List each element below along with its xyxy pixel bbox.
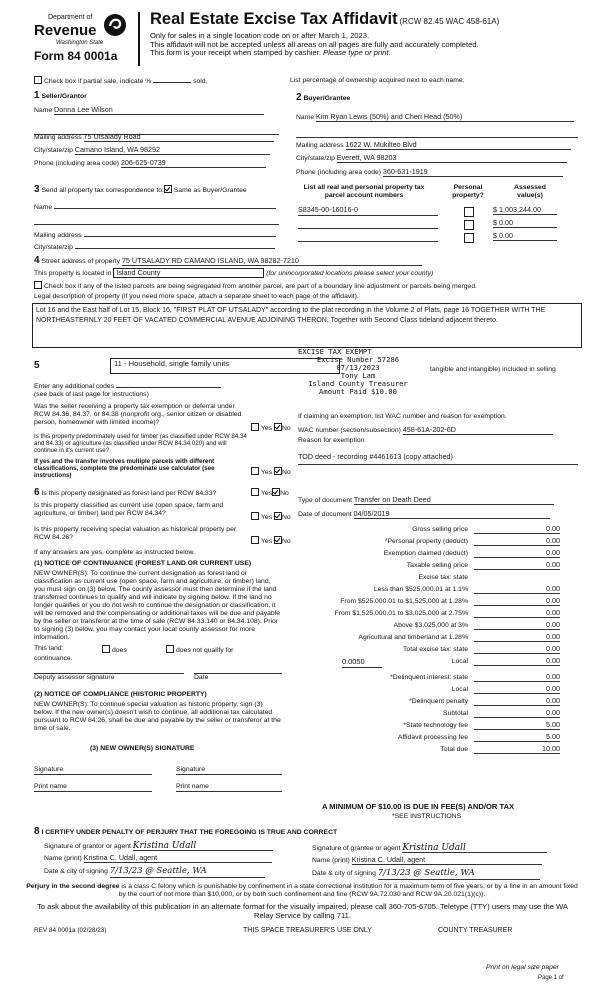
buyer-phone-row [296,168,563,177]
county-select[interactable]: Island County [113,268,264,278]
reason-line [298,463,578,465]
doc-date-row [298,510,550,519]
buyer-name-row [296,113,574,122]
header-line3: This form is your receipt when stamped by cashier. [150,48,321,58]
personal-col-header: Personal property? [452,184,484,199]
seller-mail-row [34,133,274,142]
tax-row [298,632,560,644]
q-exemption-answer [251,423,291,433]
tax-row [298,656,560,672]
seller-city-row [34,146,270,155]
continuance-word: continuance. [34,655,73,662]
tax-row-value[interactable]: 0.00 [474,709,560,718]
form-title: Real Estate Excise Tax Affidavit [150,10,398,28]
tax-row-label: Agricultural and timberland at 1.28% [358,634,468,641]
form-title-block [150,10,590,58]
tangible-note: tangible and intangible) included in selling [430,366,556,373]
seller-phone-row [34,159,266,168]
local-rate[interactable]: 0.0050 [342,658,382,668]
q-exemption-no-checkbox[interactable] [274,423,282,431]
buyer-city-field[interactable]: Everett, WA 98203 [337,154,567,163]
sec3-text: Send all property tax correspondence to: [41,187,164,194]
q-forest-answer [251,488,289,498]
wac-field[interactable]: 458-61A-202-6D [403,426,553,435]
q-forest-no-checkbox[interactable] [272,488,280,496]
legal-paper-note: Print on legal size paper [486,964,559,971]
tax-row-label: Excise tax: state [418,574,468,581]
parcel-row [298,219,578,232]
doc-type-field[interactable]: Transfer on Death Deed [354,496,554,505]
buyer-mail-row [296,141,571,150]
continuance-heading: (1) NOTICE OF CONTINUANCE (FOREST LAND OR CURRENT USE) [34,560,252,567]
buyer-city-row [296,154,567,163]
dor-swirl-icon [102,12,128,38]
buyer-name-line2 [296,131,578,138]
tax-row-value[interactable]: 5.00 [474,721,560,730]
no-label: No [281,425,291,432]
tax-row [298,708,560,720]
q-exemption: Was the seller receiving a property tax exemption or deferral under RCW 84.36, 84.37, or 84.38 (nonprofit org., senior citizen or disabled person, homeowner with limited income)? [34,403,242,426]
stamp-line3: 07/13/2023 [336,362,380,372]
seller-city-field[interactable]: Camano Island, WA 98292 [75,146,270,155]
grantor-date-label: Date & city of signing [44,868,108,875]
tax-row-value[interactable]: 10.00 [474,745,560,754]
tax-row-value[interactable]: 0.00 [474,633,560,642]
legal-label: Legal description of property (if you need more space, attach a separate sheet to each page of the affidavit). [34,293,359,300]
tax-row-label: *Personal property (deduct) [384,538,468,545]
county-treasurer: COUNTY TREASURER [438,927,513,934]
sec8-heading [34,826,337,838]
tax-row-label: Total due [440,746,468,753]
tax-row [298,744,560,756]
sec3-mail-field[interactable] [84,229,276,237]
doc-date-label: Date of document [298,511,352,518]
buyer-mail-field[interactable]: 1622 W. Mukilteo Blvd [346,141,571,150]
tax-row-label: Less than $525,000.01 at 1.1% [373,586,468,593]
seller-name-label: Name [34,107,53,114]
grantee-date-row [312,869,540,880]
yes-label: Yes [261,514,273,521]
sec4-street-label: Street address of property [41,258,121,265]
q-exemption-yes-checkbox[interactable] [251,423,259,431]
signature-label: Signature [176,766,206,773]
perjury-bold: Perjury in the second degree [26,883,120,890]
same-as-buyer-checkbox[interactable] [164,185,172,193]
ownership-note: List percentage of ownership acquired next to each name. [290,77,465,84]
sec3-name-field[interactable] [54,201,276,209]
sec3-row [34,184,247,196]
sec3-city-label: City/state/zip [34,244,73,251]
tax-row-value[interactable]: 0.00 [474,697,560,706]
parcel-row [298,232,578,245]
tax-row [298,608,560,620]
compliance-text: NEW OWNER(S): To continue special valuation as historic property, sign (3) below. If the new owner(s) doesn't wish to continue, all additional tax calculated pursuant to RCW 84.26, shall be due and payable by the seller or transferor at the time of sale. [34,701,281,733]
seller-phone-label: Phone (including area code) [34,160,120,167]
tax-row-value[interactable]: 0.00 [474,537,560,546]
exempt-label: If claiming an exemption, list WAC number and reason for exemption. [298,413,507,420]
dept-line3: Washington State [56,40,104,46]
tax-row [298,560,560,572]
q-historic-answer [251,536,291,546]
enter-codes-row [34,380,221,391]
sec3-mail-row [34,229,276,240]
q-current-use: Is this property classified as current use (open space, farm and agriculture, or timber) land per RCW 84.34? [34,502,224,517]
q-forest-text: Is this property designated as forest land per RCW 84.33? [41,490,217,497]
q-current-use-answer [251,512,291,522]
buyer-name-field[interactable]: Kim Ryan Lewis (50%) and Cheri Head (50%) [316,113,574,122]
legal-description-field[interactable]: Lot 16 and the East half of Lot 15, Block 16, "FIRST PLAT OF UTSALADY" according to the plat recording in the Volume 2 of Plats, page 16 TOGETHER WITH THE NORTHEASTERNLY 20 FEET OF VACATED COMMERCIAL AVENUE ADJOINING THERON, Together with Second Class tideland adjacent thereto. [32,303,582,348]
stamp-line5: Island County Treasurer [308,378,408,388]
grantee-date-label: Date & city of signing [312,870,376,877]
parcel-number[interactable]: S8345-00-16016-0 [298,206,438,216]
seller-num: 1 [34,90,40,101]
sec8-certify: I CERTIFY UNDER PENALTY OF PERJURY THAT THE FOREGOING IS TRUE AND CORRECT [41,829,338,836]
tax-row [298,524,560,536]
sec3-city-field[interactable] [75,241,275,249]
header-divider [138,12,140,66]
sec3-name-label: Name [34,204,53,211]
sec8-num: 8 [34,826,40,837]
tax-row-label: From $1,525,000.01 to $3,025,000 at 2.75% [334,610,468,617]
tax-row-label: Above $3,025,000 at 3% [393,622,468,629]
q-timber-b: If yes and the transfer involves multiple parcels with different classifications, complete the predominate use calculator (see instructions) [34,458,215,480]
buyer-heading [296,92,350,104]
tax-row [298,672,560,684]
owner-signature-field[interactable] [34,766,152,775]
no-label: No [281,469,291,476]
does-not-option [166,645,233,655]
print-name-label: Print name [34,783,67,790]
header-line1: Only for sales in a single location code on or after March 1, 2023. [150,30,370,40]
dept-line2: Revenue [34,22,97,39]
grantee-sig-label: Signature of grantee or agent [312,845,401,852]
stamp-line1: EXCISE TAX EXEMPT [298,347,372,356]
assessed-col-header: Assessed value(s) [514,184,546,199]
q-timber-no-checkbox[interactable] [274,467,282,475]
enter-codes-label: Enter any additional codes [34,383,115,390]
no-label: No [280,490,289,497]
seller-name-row [34,106,279,115]
q-timber-yes-checkbox[interactable] [251,467,259,475]
segregate-row [34,281,584,291]
buyer-city-label: City/state/zip [296,155,335,162]
deputy-date-label: Date [194,674,209,681]
tax-row [298,620,560,632]
print-name-label: Print name [176,783,209,790]
grantor-date-row [44,867,265,878]
tax-row-label: Affidavit processing fee [397,734,468,741]
buyer-phone-label: Phone (including area code) [296,169,382,176]
land-use-code-select[interactable]: 11 - Household, single family units [110,358,340,374]
perjury-note [22,883,582,899]
does-not-checkbox[interactable] [166,645,174,653]
wac-label: WAC number (section/subsection) [298,427,401,434]
treasurer-use: THIS SPACE TREASURER'S USE ONLY [243,927,372,934]
partial-sale-row [34,76,207,86]
tax-row-value[interactable]: 0.00 [474,597,560,606]
tax-row-value[interactable]: 0.00 [474,645,560,654]
seller-heading-text: Seller/Grantor [41,93,87,100]
partial-sold-label: sold. [193,78,208,85]
yes-label: Yes [261,425,273,432]
tax-row-label: Subtotal [443,710,468,717]
sec3-name-line2 [34,218,279,225]
tax-table [298,524,560,756]
tax-row-value[interactable]: 0.00 [474,561,560,570]
segregate-checkbox[interactable] [34,281,42,289]
tax-row-value[interactable]: 0.00 [474,525,560,534]
owner-signature-field[interactable] [176,766,282,775]
tax-row-label: Exemption claimed (deduct) [383,550,468,557]
tax-row [298,732,560,744]
grantor-name-label: Name (print) [44,855,82,862]
seller-city-label: City/state/zip [34,147,73,154]
doc-type-label: Type of document [298,497,353,504]
tax-row-label: *State technology fee [403,722,468,729]
continuance-text: NEW OWNER(S): To continue the current designation as forest land or classification as current use (open space, farm and agriculture, or timber) land, you must sign on (3) below. The county assessor must then determine if the land transferred continues to qualify and will indicate by signing below. If the land no longer qualifies or you do not wish to continue the designation or classification, it will be removed and the compensating or additional taxes will be due and payable by the seller or transferor at the time of sale (RCW 84.33.140 or 84.34.108). Prior to signing (3) below, you may contact your local county assessor for more information. [34,570,280,642]
tax-row [298,548,560,560]
parcel-number[interactable] [298,219,438,229]
tax-row [298,572,560,584]
parcel-col-header: List all real and personal property tax parcel account numbers [303,184,425,199]
q-forest [34,487,254,499]
any-yes-note: If any answers are yes, complete as instructed below. [34,549,195,556]
owner-print-name-field[interactable] [34,783,152,792]
tax-row-value[interactable]: 5.00 [474,733,560,742]
tax-row [298,684,560,696]
no-label: No [281,538,291,545]
grantor-sig-row [44,841,273,851]
stamp-line4: Tony Lam [340,370,376,380]
q-timber: Is this property predominately used for timber (as classified under RCW 84.34 and 84.33) or agriculture (as classified under RCW 84.34.020) and will continue in it's current use? [34,433,247,455]
this-land-label: This land: [34,645,64,652]
tax-row-label: *Delinquent interest: state [390,674,468,681]
grantee-name-field[interactable]: Kristina C. Udall, agent [352,856,542,865]
compliance-heading: (2) NOTICE OF COMPLIANCE (HISTORIC PROPERTY) [34,691,207,698]
sec4-street-row [34,255,422,267]
segregate-label: Check box if any of the listed parcels are being segregated from another parcel, are part of a boundary line adjustment or parcels being merged. [44,283,477,290]
q-current-use-no-checkbox[interactable] [274,512,282,520]
seller-mail-field[interactable]: 75 Utsalady Road [84,133,274,142]
yes-label: Yes [261,469,273,476]
stamp-line6: Amount Paid $10.00 [319,386,397,396]
sec4-street-field[interactable]: 75 UTSALADY RD CAMANO ISLAND, WA 98282-7210 [122,257,422,266]
assessed-value[interactable]: $ 1,003,244.00 [493,206,557,215]
q-historic-yes-checkbox[interactable] [251,536,259,544]
deputy-signature-field[interactable] [34,673,184,682]
perjury-text: is a class C felony which is punishable by confinement in a state correctional institution for a maximum term of five years, or by a fine in an amount fixed by the court of not more than $10,000, or by both such confinement and fine (RCW 9A.72.030 and RCW 9A.20.021(1)(c)). [118,883,578,898]
deputy-date-field[interactable] [194,673,282,682]
does-checkbox[interactable] [102,645,110,653]
wac-row [298,426,553,435]
header-line3-b: Please type or print. [323,48,391,58]
buyer-mail-label: Mailing address [296,142,344,149]
yes-label: Yes [261,538,273,545]
sec3-num: 3 [34,184,40,195]
sec3-same-label: Same as Buyer/Grantee [173,187,247,194]
tax-row-label: Local [451,686,468,693]
assessed-value[interactable]: $ 0.00 [493,219,557,228]
does-option [102,645,127,655]
sec4-located-row [34,268,433,278]
grantor-name-field[interactable]: Kristina C. Udall, agent [84,854,272,863]
personal-property-checkbox[interactable] [464,207,474,217]
form-title-ref: (RCW 82.45 WAC 458-61A) [399,17,500,26]
new-owner-sig-heading: (3) NEW OWNER(S) SIGNATURE [90,745,195,752]
tax-row [298,644,560,656]
tax-row [298,536,560,548]
buyer-phone-field[interactable]: 360-631-1919 [383,168,563,177]
alt-format-note: To ask about the availability of this publication in an alternate format for the visually impaired, please call 360-705-6705. Teletype (TTY) users may use the WA Relay Service by calling 711. [37,902,568,920]
tax-row-value[interactable]: 0.00 [474,549,560,558]
tax-row-value[interactable]: 0.00 [474,657,560,666]
parcel-row [298,206,578,219]
tax-row-value[interactable]: 0.00 [474,685,560,694]
sec3-city-row [34,241,275,252]
tax-row-label: Local [451,658,468,665]
tax-row-label: Gross selling price [412,526,468,533]
sec4-num: 4 [34,255,40,266]
sec5-num: 5 [34,360,40,371]
additional-codes-field[interactable] [116,380,221,388]
q-forest-yes-checkbox[interactable] [251,488,259,496]
tax-row-label: Total excise tax: state [403,646,468,653]
grantee-sig-row [312,843,547,853]
grantor-name-row [44,854,272,863]
dept-line1: Department of [48,14,93,21]
parcel-number[interactable] [298,232,438,242]
county-note: (for unincorporated locations please select your county) [266,270,434,277]
signature-label: Signature [34,766,64,773]
tax-row [298,696,560,708]
personal-property-checkbox[interactable] [464,233,474,243]
grantor-signature[interactable]: Kristina Udall [133,841,273,851]
tax-row-label: From $525,000.01 to $1,525,000 at 1.28% [340,598,468,605]
see-back-note: (see back of last page for instructions) [34,391,149,398]
q-historic-no-checkbox[interactable] [274,536,282,544]
tax-row-value[interactable]: 0.00 [474,673,560,682]
tax-row [298,584,560,596]
seller-phone-field[interactable]: 206-625-0739 [121,159,266,168]
tax-row-value[interactable]: 0.00 [474,609,560,618]
personal-property-checkbox[interactable] [464,220,474,230]
grantee-name-label: Name (print) [312,857,350,864]
does-label: does [112,647,127,654]
doc-type-row [298,496,554,505]
does-not-label: does not qualify for [176,647,234,654]
buyer-name-label: Name [296,114,315,121]
assessed-value[interactable]: $ 0.00 [493,232,557,241]
doc-date-field[interactable]: 04/05/2019 [354,510,550,519]
seller-mail-label: Mailing address [34,134,82,141]
tax-row-value[interactable]: 0.00 [474,621,560,630]
tax-row-label: Taxable selling price [406,562,468,569]
seller-heading [34,90,87,102]
reason-field[interactable]: TOD deed - recording #4461613 (copy attached) [298,452,453,461]
grantor-sig-label: Signature of grantor or agent [44,843,131,850]
grantee-name-row [312,856,542,865]
partial-sale-checkbox[interactable] [34,76,42,84]
header-line2: This affidavit will not be accepted unless all areas on all pages are fully and accurately completed. [150,39,479,49]
sec6-num: 6 [34,487,40,498]
reason-label: Reason for exemption [298,437,365,444]
tax-row-label: *Delinquent penalty [409,698,468,705]
buyer-heading-text: Buyer/Grantee [303,95,351,102]
sec4-located-label: This property is located in [34,270,112,277]
partial-sale-label: Check box if partial sale, indicate % [44,78,152,85]
grantee-date-field[interactable]: 7/13/23 @ Seattle, WA [378,869,540,880]
owner-print-name-field[interactable] [176,783,282,792]
see-instructions: *SEE INSTRUCTIONS [392,813,462,820]
buyer-num: 2 [296,92,302,103]
page-number: Page 1 of [538,975,564,981]
parcel-list [298,206,578,245]
stamp-line2: Excise Number 57286 [316,354,400,364]
q-timber-answer [251,467,291,477]
rev-number: REV 84 0001a (02/28/23) [34,927,107,934]
grantor-date-field[interactable]: 7/13/23 @ Seattle, WA [110,867,265,878]
deputy-label: Deputy assessor signature [34,674,115,681]
tax-row [298,720,560,732]
sec3-name-row [34,201,276,212]
no-label: No [281,514,291,521]
dor-logo [34,10,134,68]
seller-name-field[interactable]: Donna Lee Wilson [54,106,264,115]
form-number: Form 84 0001a [34,49,118,63]
tax-row [298,596,560,608]
q-current-use-yes-checkbox[interactable] [251,512,259,520]
q-historic: Is this property receiving special valuation as historical property per RCW 84.26? [34,526,237,541]
grantee-signature[interactable]: Kristina Udall [402,843,547,853]
yes-label: Yes [261,490,273,497]
tax-row-value[interactable]: 0.00 [474,585,560,594]
sec3-mail-label: Mailing address [34,232,82,239]
minimum-note: A MINIMUM OF $10.00 IS DUE IN FEE(S) AND/OR TAX [322,802,515,811]
